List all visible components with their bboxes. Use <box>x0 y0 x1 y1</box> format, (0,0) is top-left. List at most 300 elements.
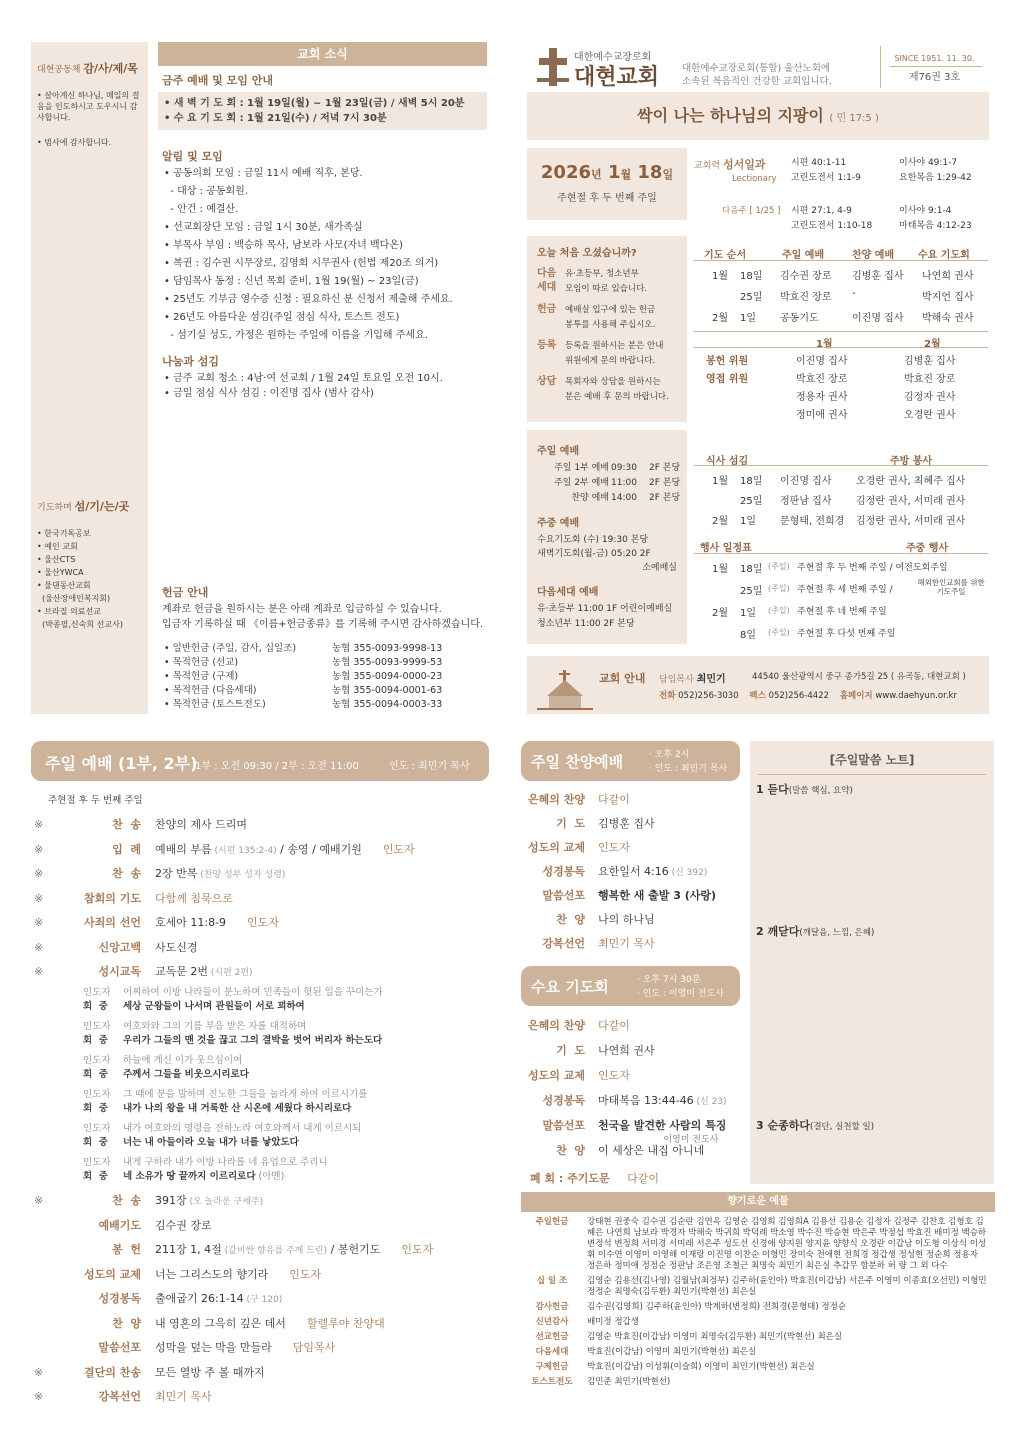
pray-item: • 물댄동산교회 <box>37 581 91 590</box>
giving-row <box>521 1316 995 1331</box>
resp-role: 인도자 <box>83 1089 111 1100</box>
required-mark: ※ <box>34 842 44 856</box>
duty-role-label: 영접 위원 <box>706 374 749 385</box>
order-content <box>598 1044 655 1058</box>
event-day: 18일 <box>740 564 763 575</box>
worship-text: 사도신경 <box>155 940 198 954</box>
worship-text: 김수권 장로 <box>155 1218 212 1232</box>
meal-cell: 오경란 권사, 최혜주 집사 <box>856 476 966 487</box>
worship-leader: 담임목사 <box>271 1341 336 1354</box>
worship-label: 말씀선포 <box>98 1341 141 1354</box>
order-content <box>598 937 655 951</box>
required-mark: ※ <box>34 965 44 978</box>
worship-small: (시편 2편) <box>208 968 253 978</box>
duty-role-name: 오경란 권사 <box>904 410 956 421</box>
welcome-item <box>527 267 687 303</box>
event-text: 주현절 후 네 번째 주일 <box>797 607 887 617</box>
meal-cell: 1월 <box>712 476 729 487</box>
service-place: 2F 본당 <box>649 463 681 473</box>
order-text: 이 세상은 내집 아니네 <box>598 1144 705 1157</box>
order-text: 마태복음 13:44-46 <box>598 1094 694 1107</box>
worship-content <box>155 1292 282 1307</box>
responsive-leader <box>83 986 383 999</box>
giving-type: 십 일 조 <box>536 1276 568 1286</box>
welcome-item <box>527 375 687 411</box>
duty-cell: 18일 <box>740 271 763 282</box>
responsive-leader <box>83 1020 306 1033</box>
worship-text: 2장 반복 <box>155 867 198 880</box>
account-type: • 목적헌금 (선교) <box>164 657 239 668</box>
since-info: SINCE 1951. 11. 30. 제76권 3호 <box>880 46 988 88</box>
giving-names: 김영순 김용선(김나영) 김월남(최정부) 김주하(윤인아) 박효진(이갑남) 서은주 이영미 이종효(오선민) 이형민 정정순 최명숙(김두환) 최민기(박현선) 최은실 <box>587 1276 987 1297</box>
worship-row <box>31 1219 491 1235</box>
account-number: 농협 355-0094-0003-33 <box>332 699 443 710</box>
news-line: - 안건 : 예결산. <box>164 204 239 215</box>
giving-names: 강태현 권중숙 김수권 김순란 김연옥 김영순 김영희 김영희A 김용선 김용순 김정자 김정주 김찬호 김형호 김혜은 나연희 남보라 박경자 박해숙 박귀희 박덕례 박소영 박수진 박승현 박은주 박정섭 박효진 배미정 백승하 변정석 변정희 서미경 서미래 서은주 성도선 신경애 양지원 양지윤 양향식 오경란 이갑남 이도형 이상식 이성휘 이수연 이영미 이영해 이재랑 이진명 이찬순 이형민 장미숙 전애현 전희경 정갑생 정성현 정순희 정용자 정은하 정미애 정정순 정판남 조은영 조철근 최명숙 최민기 최은실 추갑무 함분하 허 량 그 외 다수 <box>587 1217 987 1271</box>
worship-label: 찬 송 <box>112 818 141 831</box>
service-name: 찬양 예배 <box>571 493 609 503</box>
worship-text2: / 송영 / 예배기원 <box>276 842 362 856</box>
account-row <box>164 682 484 696</box>
order-content <box>598 793 630 807</box>
welcome-text: 모임이 따로 있습니다. <box>565 284 648 294</box>
meal-table: 식사 섬김 주방 봉사 1월 18일 이진명 집사 오경란 권사, 최혜주 집사 25일 정판남 집사 김정란 권사, 서미래 권사 2월 1일 문형태, 전희경 김정란 권사, 서미래 권사 <box>694 448 988 536</box>
news-line: • 25년도 기부금 영수증 신청 : 필요하신 분 신청서 제출해 주세요. <box>164 294 453 305</box>
giving-row <box>521 1346 995 1361</box>
account-row <box>164 640 484 654</box>
worship-label: 찬 양 <box>112 1316 141 1330</box>
worship-content <box>155 843 415 858</box>
worship-row <box>31 1317 491 1333</box>
duty-cell: 김병훈 집사 <box>852 271 904 282</box>
responsive-leader <box>83 1088 367 1101</box>
worship-row <box>31 1390 491 1406</box>
order-small: (신 23) <box>693 1097 727 1107</box>
duty-table: 기도 순서 주일 예배 찬양 예배 수요 기도회 1월 18일 김수권 장로 김병훈 집사 나연희 권사 25일 박효진 장로 - 박지언 집사 2월 1일 공동기도 이진명 집사 박해숙 권사 1월 2월 봉헌 위원 영접 위원 이진명 집사 박효진 장로 정용자 권사 정미애 권사 김병훈 집사 박효진 장로 김정자 권사 오경란 권사 <box>694 243 988 419</box>
duty-cell: 김수권 장로 <box>780 271 832 282</box>
meal-cell: 정판남 집사 <box>780 496 832 507</box>
account-number: 농협 355-0094-0000-23 <box>332 671 443 682</box>
theme-banner <box>527 92 989 140</box>
resp-text: 그 때에 분을 발하며 진노한 그들을 놀라게 하여 이르시기를 <box>123 1089 368 1100</box>
giving-type: 토스트전도 <box>531 1377 573 1387</box>
order-label: 말씀선포 <box>542 889 585 902</box>
worship-label: 예배기도 <box>98 1218 141 1232</box>
welcome-label: 등록 <box>537 340 557 351</box>
worship-leader: 할렐루야 찬양대 <box>285 1316 385 1330</box>
news-line: • 금일 점심 식사 섬김 : 이진명 집사 (범사 감사) <box>164 388 374 399</box>
worship-text: 너는 그리스도의 향기라 <box>155 1267 269 1281</box>
order-label: 성경봉독 <box>542 865 585 878</box>
order-row <box>525 793 740 811</box>
welcome-text: 목회자와 상담을 원하시는 <box>565 377 661 387</box>
resp-text: 어찌하여 이방 나라들이 분노하며 민족들이 헛된 일을 꾸미는가 <box>123 987 383 998</box>
duty-cell: 1월 <box>712 271 729 282</box>
worship-text: 호세아 11:8-9 <box>155 916 227 929</box>
worship-content <box>155 1243 433 1258</box>
news-line: • 복권 : 김수권 시무장로, 김영희 시무권사 (헌법 제20조 의거) <box>164 258 439 269</box>
pray-title: 기도하며 섬/기/는/곳 <box>37 500 130 513</box>
resp-role: 회 중 <box>83 1137 108 1148</box>
meal-cell: 25일 <box>740 496 763 507</box>
news-line: • 선교회장단 모임 : 금일 1시 30분, 새가족실 <box>164 222 363 233</box>
responsive-congregation <box>83 1170 284 1183</box>
responsive-congregation <box>83 1068 249 1081</box>
worship-text: 성막을 덮는 막을 만들라 <box>155 1341 272 1354</box>
thanks-title: 대현공동체 감/사/제/목 <box>37 62 138 75</box>
praise-header: 주일 찬양예배 · 오후 2시 · 인도 : 최민기 목사 <box>521 741 740 781</box>
order-row <box>525 889 740 907</box>
wed-close: 폐 회 : 주기도문 다같이 <box>530 1172 660 1185</box>
pray-item: • 예인 교회 <box>37 542 78 551</box>
news-line: • 새 벽 기 도 회 : 1월 19일(월) ~ 1월 23일(금) / 새벽 5시 20분 <box>164 98 465 109</box>
worship-content <box>155 1366 265 1380</box>
welcome-label: 상담 <box>537 376 557 387</box>
responsive-leader <box>83 1054 242 1067</box>
required-mark: ※ <box>34 940 44 954</box>
worship-text: 내 영혼의 그윽히 깊은 데서 <box>155 1316 286 1330</box>
order-text: 최민기 목사 <box>598 937 655 950</box>
event-text: 주현절 후 세 번째 주일 / <box>797 585 893 595</box>
order-label: 찬 양 <box>556 913 585 926</box>
order-sub: 이영미 전도사 <box>663 1135 719 1145</box>
service-time: 09:30 <box>611 463 637 473</box>
resp-text: 우리가 그들의 맨 것을 끊고 그의 결박을 벗어 버리자 하는도다 <box>123 1035 383 1046</box>
duty-cell: 25일 <box>740 292 763 303</box>
worship-label: 봉 헌 <box>112 1243 141 1256</box>
worship-text: 391장 <box>155 1194 187 1207</box>
welcome-text: 분은 예배 후 문의 바랍니다. <box>565 392 669 402</box>
service-name: 주일 2부 예배 <box>554 478 609 488</box>
required-mark: ※ <box>34 1365 44 1379</box>
service-time: 11:00 <box>611 478 637 488</box>
pray-item: (박종필,신숙희 선교사) <box>37 620 123 629</box>
worship-row <box>31 941 491 957</box>
order-content <box>598 817 655 831</box>
giving-names: 김민준 최민기(박현선) <box>587 1377 671 1387</box>
order-label: 성경봉독 <box>542 1094 585 1107</box>
welcome-text: 등록을 원하시는 분은 안내 <box>565 341 664 351</box>
order-row <box>525 1094 740 1112</box>
event-text: 주현절 후 다섯 번째 주일 <box>797 629 896 639</box>
duty-cell: - <box>852 288 856 299</box>
order-small: (신 392) <box>668 868 708 878</box>
news-sec2-list <box>158 166 487 343</box>
worship-row <box>31 1268 491 1284</box>
worship-row <box>31 892 491 908</box>
event-tag: (주일) <box>768 562 790 571</box>
meal-cell: 18일 <box>740 476 763 487</box>
service-row <box>537 461 687 476</box>
giving-row <box>521 1216 995 1275</box>
order-text: 요한일서 4:16 <box>598 865 669 878</box>
news-line: - 대상 : 공동회원. <box>164 186 249 197</box>
required-mark: ※ <box>34 1194 44 1207</box>
order-label: 성도의 교제 <box>528 841 585 854</box>
account-number: 농협 355-0094-0001-63 <box>332 685 443 696</box>
order-label: 강복선언 <box>542 937 585 950</box>
thanks-list <box>31 76 148 148</box>
event-tag: (주일) <box>768 584 790 593</box>
accounts-list <box>164 640 484 710</box>
order-row <box>525 1144 740 1162</box>
duty-cell: 이진명 집사 <box>852 313 904 324</box>
welcome-text: 봉투를 사용해 주십시오. <box>565 320 656 330</box>
worship-content <box>155 1390 212 1404</box>
order-content <box>598 865 707 880</box>
worship-small: (구 120) <box>243 1295 283 1305</box>
required-mark: ※ <box>34 867 44 880</box>
resp-text: 네 소유가 땅 끝까지 이르리로다 <box>123 1171 256 1182</box>
worship-leader: 인도자 <box>380 1243 434 1256</box>
event-day: 25일 <box>740 586 763 597</box>
duty-role-name: 정미애 권사 <box>796 410 848 421</box>
order-content <box>598 913 655 927</box>
duty-header: 수요 기도회 <box>918 250 970 261</box>
worship-content <box>155 1268 321 1282</box>
duty-role-label: 봉헌 위원 <box>706 356 749 367</box>
worship-content <box>155 818 247 832</box>
news-sec1-title: 금주 예배 및 모임 안내 <box>162 74 273 87</box>
resp-role: 회 중 <box>83 1035 108 1046</box>
account-row <box>164 654 484 668</box>
worship-text: 찬양의 제사 드리며 <box>155 818 248 831</box>
event-day: 8일 <box>740 630 757 641</box>
order-row <box>525 817 740 835</box>
order-content <box>598 1119 726 1147</box>
worship-content <box>155 1194 263 1209</box>
worship-label: 입 례 <box>112 842 141 856</box>
worship-label: 참회의 기도 <box>84 891 141 905</box>
news-line: - 섬기실 성도, 가정은 원하는 주일에 이름을 기입해 주세요. <box>164 330 428 341</box>
required-mark: ※ <box>34 891 44 905</box>
order-label: 은혜의 찬양 <box>528 793 585 806</box>
order-content <box>598 1069 630 1083</box>
order-label: 기 도 <box>556 817 585 830</box>
worship-text: 예배의 부름 <box>155 842 212 856</box>
responsive-congregation <box>83 1034 382 1047</box>
giving-row <box>521 1301 995 1316</box>
pray-item: • 브라질 의료선교 <box>37 607 101 616</box>
giving-row <box>521 1275 995 1301</box>
sermon-notes: [주일말씀 노트] 1 듣다(말씀 핵심, 요약) 2 깨닫다(깨달음, 느낌, 은혜) 3 순종하다(결단, 실천할 일) <box>750 741 994 1184</box>
account-row <box>164 696 484 710</box>
worship-row <box>31 1341 491 1357</box>
order-row <box>525 1044 740 1062</box>
worship-content <box>155 1317 385 1331</box>
responsive-leader <box>83 1122 361 1135</box>
duty-cell: 2월 <box>712 313 729 324</box>
account-number: 농협 355-0093-9998-13 <box>332 643 443 654</box>
order-text: 인도자 <box>598 841 630 854</box>
news-sec4-list <box>162 602 487 632</box>
worship-row <box>31 1366 491 1382</box>
news-line: • 금주 교회 청소 : 4남·여 선교회 / 1월 24일 토요일 오전 10시. <box>164 373 443 384</box>
worship-text: 교독문 2번 <box>155 965 208 978</box>
worship-label: 성도의 교제 <box>84 1267 141 1281</box>
service-row <box>537 491 687 506</box>
worship-label: 강복선언 <box>98 1390 141 1403</box>
news-line: 계좌로 헌금을 원하시는 분은 아래 계좌로 입금하실 수 있습니다. <box>162 604 442 615</box>
resp-text: 주께서 그들을 비웃으시리로다 <box>123 1069 249 1080</box>
account-type: • 일반헌금 (주일, 감사, 십일조) <box>164 643 297 654</box>
duty-role-name: 이진명 집사 <box>796 356 848 367</box>
giving-type: 감사헌금 <box>535 1302 569 1312</box>
worship-label: 찬 송 <box>112 1194 141 1207</box>
event-tag: (주일) <box>768 628 790 637</box>
order-text: 다같이 <box>598 793 630 806</box>
worship-row <box>31 1292 491 1308</box>
event-month: 1월 <box>712 564 729 575</box>
left-sidebar <box>31 42 148 714</box>
theme-title: 싹이 나는 하나님의 지팡이 <box>637 106 824 125</box>
worship-label: 성경봉독 <box>98 1292 141 1305</box>
worship-leader: 최민기 목사 <box>155 1390 212 1403</box>
duty-header: 찬양 예배 <box>852 250 895 261</box>
worship-label: 신앙고백 <box>98 940 141 954</box>
resp-role: 인도자 <box>83 1157 111 1168</box>
worship-small: (시편 135:2-4) <box>211 845 277 856</box>
news-sec2-title: 알림 및 모임 <box>162 150 223 163</box>
church-info: 교회 안내 담임목사 최민기 44540 울산광역시 중구 종가5길 25 ( 유곡동, 대현교회 ) 전화 052)256-3030 팩스 052)256-4422 홈페이지 www.daehyun.or.kr <box>527 656 989 714</box>
duty-cell: 박해숙 권사 <box>922 313 974 324</box>
worship-leader: 인도자 <box>226 916 279 929</box>
meal-cell: 김정란 권사, 서미래 권사 <box>856 496 966 507</box>
event-note: 해외한인교회를 위한 기도주일 <box>917 578 985 596</box>
news-line: • 26년도 아름다운 섬김(주일 점심 식사, 토스트 전도) <box>164 312 400 323</box>
worship-row <box>31 1194 491 1210</box>
resp-role: 인도자 <box>83 987 111 998</box>
services-box: 주일 예배 주일 1부 예배 09:30 2F 본당 주일 2부 예배 11:00 2F 본당 찬양 예배 14:00 2F 본당 주중 예배 수요기도회 (수) 19:30 본당 새벽기도회(월-금) 05:20 2F 소예배실 다음세대 예배 유·초등부 11:00 1F 어린이예배실 청소년부 11:00 2F 본당 <box>527 430 687 644</box>
worship-label: 성시교독 <box>98 965 141 978</box>
account-number: 농협 355-0093-9999-53 <box>332 657 443 668</box>
welcome-text: 위원에게 문의 바랍니다. <box>565 356 656 366</box>
welcome-label: 다음 세대 <box>537 268 557 293</box>
worship-row <box>31 965 491 981</box>
order-label: 은혜의 찬양 <box>528 1019 585 1032</box>
resp-role: 회 중 <box>83 1069 108 1080</box>
service-place: 2F 본당 <box>649 478 681 488</box>
order-text: 다같이 <box>598 1019 630 1032</box>
news-sec1-box <box>158 92 487 130</box>
events-table: 행사 일정표 주중 행사 1월 18일 (주일) 주현절 후 두 번째 주일 / 여전도회주일 25일 (주일) 주현절 후 세 번째 주일 / 해외한인교회를 위한 기도주일 2월 1일 (주일) 주현절 후 네 번째 주일 8일 (주일) 주현절 후 다섯 번째 주일 <box>694 536 988 644</box>
account-type: • 목적헌금 (구제) <box>164 671 239 682</box>
resp-role: 회 중 <box>83 1001 108 1012</box>
worship-text: 211장 1, 4절 <box>155 1243 222 1256</box>
giving-type: 다음세대 <box>535 1347 569 1357</box>
order-text: 천국을 발견한 사람의 특징 <box>598 1119 727 1132</box>
worship-leader: 인도자 <box>268 1267 322 1281</box>
order-text: 김병훈 집사 <box>598 817 655 830</box>
giving-type: 구제헌금 <box>535 1362 569 1372</box>
responsive-congregation <box>83 1136 299 1149</box>
order-row <box>525 913 740 931</box>
church-logo <box>536 46 570 88</box>
giving-row <box>521 1376 995 1391</box>
giving-type: 신년감사 <box>535 1317 569 1327</box>
resp-text: 너는 내 아들이라 오늘 내가 너를 낳았도다 <box>123 1137 299 1148</box>
worship-label: 사죄의 선언 <box>84 916 141 929</box>
duty-cell: 박지언 집사 <box>922 292 974 303</box>
giving-names: 박효진(이갑남) 이성휘(이슬희) 이영미 최민기(박현선) 최은실 <box>587 1362 815 1372</box>
worship-content <box>155 1219 212 1233</box>
worship-row <box>31 818 491 834</box>
denomination: 대한예수교장로회 <box>574 52 652 63</box>
responsive-congregation <box>83 1102 351 1115</box>
duty-cell: 1일 <box>740 313 757 324</box>
order-row <box>525 1019 740 1037</box>
worship-content <box>155 941 198 955</box>
giving-names: 김수권(김영희) 김주하(윤인아) 박계하(변정희) 전희경(문형태) 정정순 <box>587 1302 847 1312</box>
order-text: 나의 하나님 <box>598 913 655 926</box>
duty-header: 주일 예배 <box>782 250 825 261</box>
event-tag: (주일) <box>768 606 790 615</box>
order-content <box>598 1144 704 1158</box>
news-line: • 부목사 부임 : 백승하 목사, 남보라 사모(자녀 백다온) <box>164 240 403 251</box>
worship-content <box>155 916 279 930</box>
worship-content <box>155 867 285 882</box>
worship-text: 모든 열방 주 볼 때까지 <box>155 1365 265 1379</box>
order-label: 기 도 <box>556 1044 585 1057</box>
resp-role: 인도자 <box>83 1123 111 1134</box>
service-name: 주일 1부 예배 <box>554 463 609 473</box>
resp-role: 회 중 <box>83 1171 108 1182</box>
thanks-item: • 살아계신 하나님, 매일의 걸음을 인도하시고 도우시니 감사합니다. <box>37 91 140 122</box>
order-label: 성도의 교제 <box>528 1069 585 1082</box>
worship-row <box>31 843 491 859</box>
order-content <box>598 1094 727 1109</box>
welcome-item <box>527 303 687 339</box>
meal-cell: 김정란 권사, 서미래 권사 <box>856 516 966 527</box>
order-label: 찬 양 <box>556 1144 585 1157</box>
event-text: 주현절 후 두 번째 주일 / 여전도회주일 <box>797 563 948 573</box>
resp-role: 인도자 <box>83 1055 111 1066</box>
welcome-text: 예배실 입구에 있는 헌금 <box>565 305 656 315</box>
thanks-item: • 범사에 감사합니다. <box>37 138 112 147</box>
required-mark: ※ <box>34 916 44 929</box>
worship-subtitle: 주현절 후 두 번째 주일 <box>48 795 143 806</box>
news-line: 입금자 기록하실 때 《이름+헌금종류》를 기록해 주시면 감사하겠습니다. <box>162 619 484 630</box>
meal-cell: 문형태, 전희경 <box>780 516 845 527</box>
giving-names: 배미정 정갑생 <box>587 1317 639 1327</box>
news-header: 교회 소식 <box>158 42 487 66</box>
date-box <box>527 148 687 220</box>
order-text: 나연희 권사 <box>598 1044 655 1057</box>
order-row <box>525 937 740 955</box>
order-row <box>525 1069 740 1087</box>
duty-role-name: 김정자 권사 <box>904 392 956 403</box>
giving-type: 선교헌금 <box>535 1332 569 1342</box>
duty-role-name: 박효진 장로 <box>904 374 956 385</box>
meal-cell: 2월 <box>712 516 729 527</box>
duty-role-name: 정용자 권사 <box>796 392 848 403</box>
duty-cell: 나연희 권사 <box>922 271 974 282</box>
pray-list <box>31 526 148 630</box>
account-type: • 목적헌금 (다음세대) <box>164 685 257 696</box>
order-row <box>525 865 740 883</box>
resp-text: 내가 나의 왕을 내 거룩한 산 시온에 세웠다 하시리로다 <box>123 1103 352 1114</box>
worship-header: 주일 예배 (1부, 2부) 1부 : 오전 09:30 / 2부 : 오전 11:00 인도 : 최민기 목사 <box>31 741 489 781</box>
welcome-box: 오늘 처음 오셨습니까? 다음 세대 유·초등부, 청소년부 모임이 따로 있습니다. 헌금 예배실 입구에 있는 헌금 봉투를 사용해 주십시오. 등록 등록을 원하시는 분은 안내 위원에게 문의 바랍니다. 상담 목회자와 상담을 원하시는 분은 예배 후 문의 바랍니다. <box>527 236 687 422</box>
responsive-congregation <box>83 1000 305 1013</box>
order-label: 말씀선포 <box>542 1119 585 1132</box>
giving-header: 향기로운 예물 <box>521 1192 995 1212</box>
resp-role: 인도자 <box>83 1021 111 1032</box>
news-sec4-title: 헌금 안내 <box>162 586 209 599</box>
giving-row <box>521 1331 995 1346</box>
order-content <box>598 841 630 855</box>
order-row <box>525 841 740 859</box>
